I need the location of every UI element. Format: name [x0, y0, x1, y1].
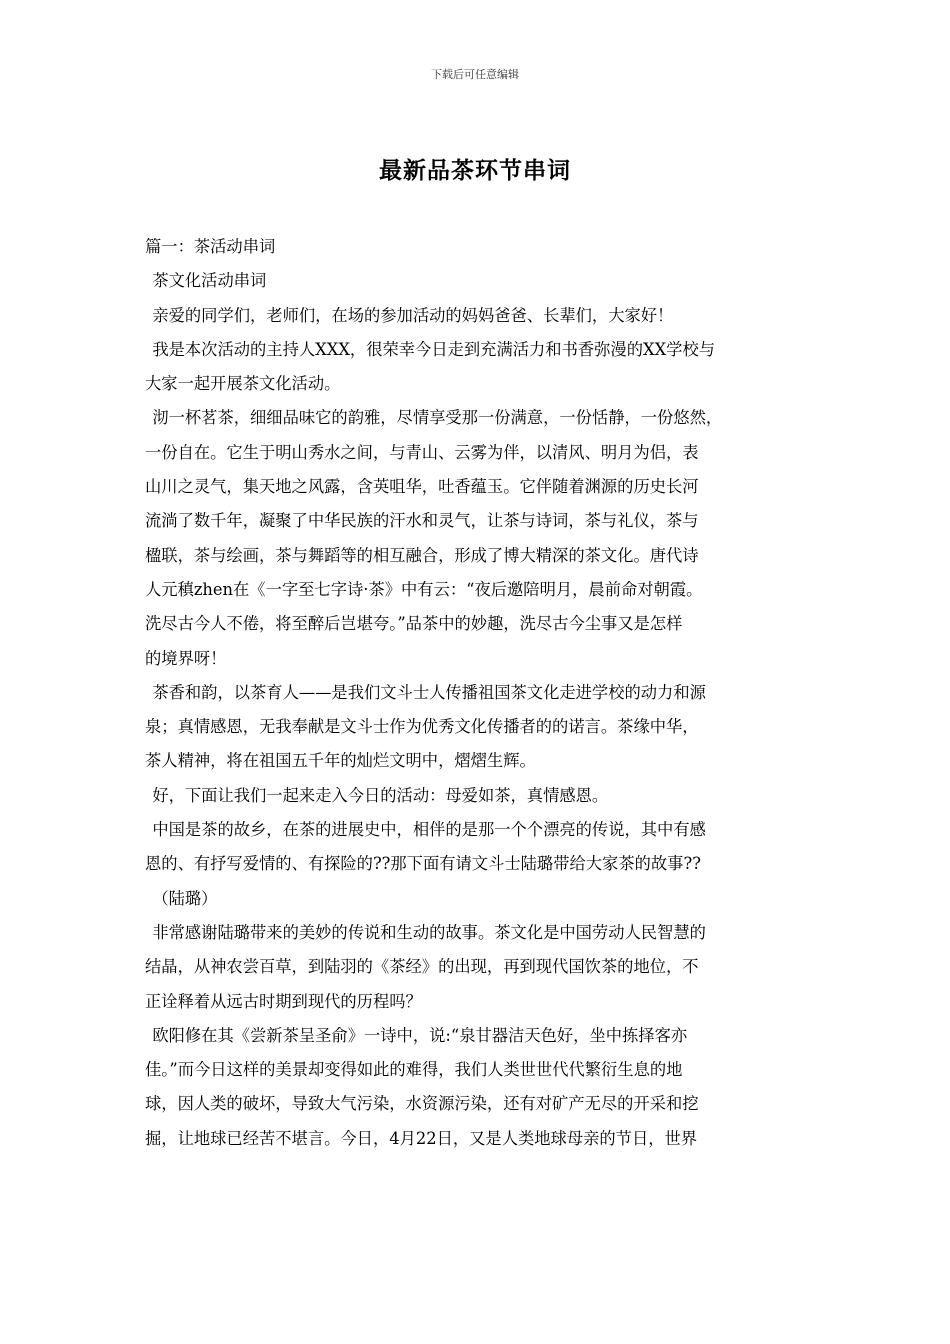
paragraph-line: 亲爱的同学们，老师们，在场的参加活动的妈妈爸爸、长辈们，大家好！: [152, 305, 674, 325]
paragraph-line: 茶人精神，将在祖国五千年的灿烂文明中，熠熠生辉。: [145, 751, 536, 771]
paragraph-line: 人元稹zhen在《一字至七字诗·茶》中有云：“夜后邀陪明月，晨前命对朝霞。: [145, 579, 703, 599]
paragraph-line: 山川之灵气，集天地之风露，含英咀华，吐香蕴玉。它伴随着渊源的历史长河: [145, 477, 699, 497]
paragraph-line: 欧阳修在其《尝新茶呈圣俞》一诗中，说:“泉甘器洁天色好，坐中拣择客亦: [152, 1025, 688, 1045]
paragraph-line: 茶香和韵，以茶育人——是我们文斗士人传播祖国茶文化走进学校的动力和源: [152, 682, 706, 702]
paragraph-line: 大家一起开展茶文化活动。: [145, 374, 341, 394]
paragraph-line: 球，因人类的破坏，导致大气污染，水资源污染，还有对矿产无尽的开采和挖: [145, 1094, 699, 1114]
paragraph-line: 正诠释着从远古时期到现代的历程吗？: [145, 991, 422, 1011]
page-header-note: 下载后可任意编辑: [431, 68, 519, 81]
paragraph-line: 泉；真情感恩，无我奉献是文斗士作为优秀文化传播者的的诺言。茶缘中华，: [145, 717, 699, 737]
paragraph-line: 的境界呀！: [145, 648, 227, 668]
paragraph-line: 结晶，从神农尝百草，到陆羽的《茶经》的出现，再到现代国饮茶的地位，不: [145, 957, 699, 977]
paragraph-line: 洗尽古今人不倦，将至醉后岂堪夸。”品茶中的妙趣，洗尽古今尘事又是怎样: [145, 614, 683, 634]
paragraph-line: 好，下面让我们一起来走入今日的活动：母爱如茶，真情感恩。: [152, 785, 609, 805]
paragraph-line: 楹联，茶与绘画，茶与舞蹈等的相互融合，形成了博大精深的茶文化。唐代诗: [145, 545, 699, 565]
paragraph-line: 沏一杯茗茶，细细品味它的韵雅，尽情享受那一份满意，一份恬静，一份悠然，: [152, 408, 723, 428]
paragraph-line: 掘，让地球已经苦不堪言。今日，4月22日，又是人类地球母亲的节日，世界: [145, 1128, 698, 1148]
paragraph-line: 我是本次活动的主持人XXX，很荣幸今日走到充满活力和书香弥漫的XX学校与: [152, 339, 716, 359]
paragraph-line: 流淌了数千年，凝聚了中华民族的汗水和灵气，让茶与诗词，茶与礼仪，茶与: [145, 511, 699, 531]
paragraph-line: （陆璐）: [152, 888, 218, 908]
document-title: 最新品茶环节串词: [379, 158, 571, 184]
paragraph-line: 佳。”而今日这样的美景却变得如此的难得，我们人类世世代代繁衍生息的地: [145, 1060, 683, 1080]
section-heading: 篇一：茶活动串词: [145, 237, 276, 256]
paragraph-line: 一份自在。它生于明山秀水之间，与青山、云雾为伴，以清风、明月为侣，表: [145, 442, 699, 462]
paragraph-line: 中国是茶的故乡，在茶的进展史中，相伴的是那一个个漂亮的传说，其中有感: [152, 820, 706, 840]
paragraph-line: 恩的、有抒写爱情的、有探险的??那下面有请文斗士陆璐带给大家茶的故事??: [145, 854, 701, 874]
document-body: [145, 230, 815, 1156]
subheading: 茶文化活动串词: [152, 271, 267, 291]
paragraph-line: 非常感谢陆璐带来的美妙的传说和生动的故事。茶文化是中国劳动人民智慧的: [152, 922, 706, 942]
